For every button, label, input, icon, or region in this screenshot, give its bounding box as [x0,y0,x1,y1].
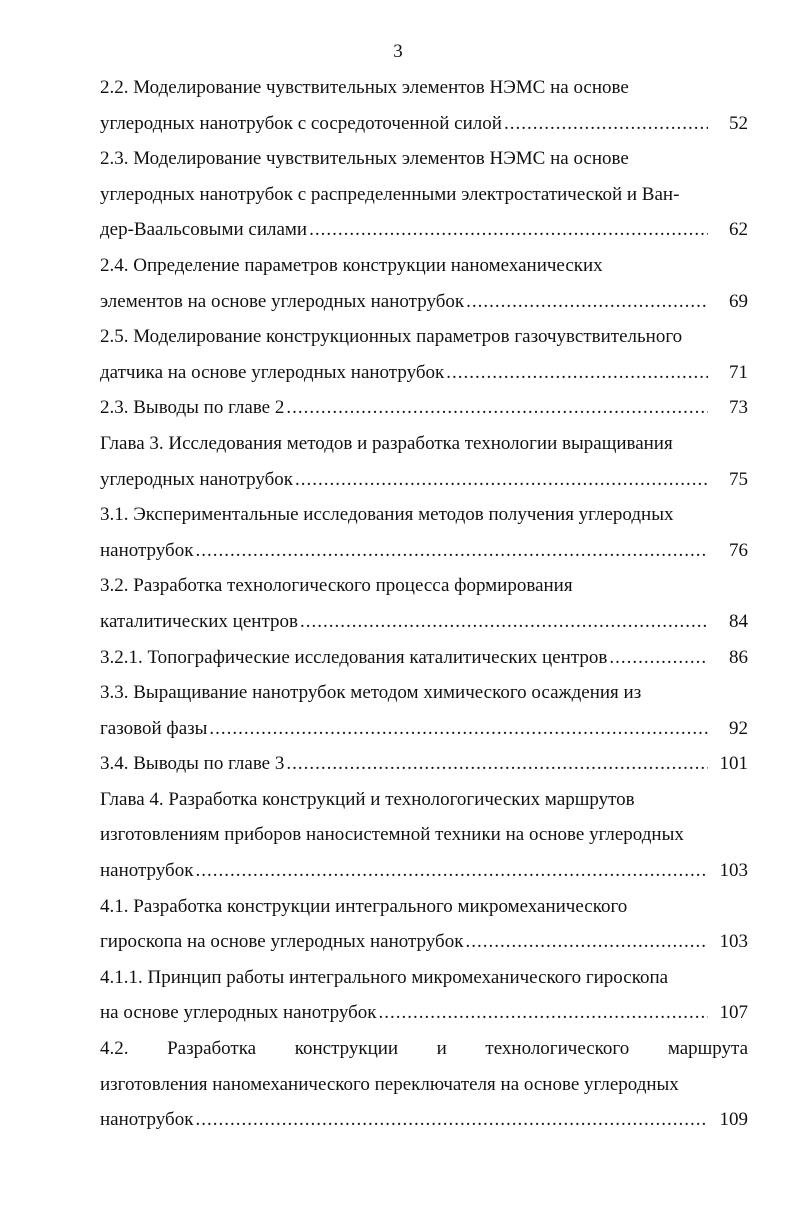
toc-entry-line: 2.3. Моделирование чувствительных элементов НЭМС на основе [100,148,629,170]
toc-entry-line: Глава 4. Разработка конструкций и технологогических маршрутов [100,788,635,810]
toc-entry[interactable] [100,675,748,746]
toc-entry[interactable] [100,889,748,960]
toc-entry-last-line [100,995,748,1031]
toc-entry[interactable] [100,319,748,390]
toc-entry-line: углеродных нанотрубок с распределенными электростатической и Ван- [100,183,680,205]
toc-entry[interactable] [100,390,748,426]
toc-entry-title: 3.4. Выводы по главе 3 [100,753,285,775]
toc-entry[interactable] [100,568,748,639]
toc-entry-title: гироскопа на основе углеродных нанотрубок [100,931,464,953]
toc-entry-title: газовой фазы [100,717,208,739]
toc-entry-title: датчика на основе углеродных нанотрубок [100,361,445,383]
toc-page-number: 86 [729,646,748,668]
toc-entry-last-line [100,711,748,747]
dot-leader [609,640,708,676]
toc-entry-title: нанотрубок [100,860,194,882]
toc-entry-title: элементов на основе углеродных нанотрубок [100,290,465,312]
toc-entry-last-line [100,212,748,248]
toc-page-number: 52 [729,112,748,134]
toc-page-number: 75 [729,468,748,490]
toc-entry-last-line [100,106,748,142]
toc-entry-line: 2.5. Моделирование конструкционных параметров газочувствительного [100,326,683,348]
toc-page-number: 101 [719,753,748,775]
toc-entry-title: 3.2.1. Топографические исследования каталитических центров [100,646,608,668]
dot-leader [378,995,708,1031]
toc-entry[interactable] [100,497,748,568]
toc-entry-line: 4.1.1. Принцип работы интегрального микромеханического гироскопа [100,966,669,988]
toc-entry-line: 2.2. Моделирование чувствительных элементов НЭМС на основе [100,77,629,98]
dot-leader [446,355,708,391]
dot-leader [195,1102,708,1138]
dot-leader [286,390,708,426]
toc-entry[interactable] [100,782,748,889]
toc-page-number: 103 [719,931,748,953]
toc-entry-last-line [100,533,748,569]
toc-entry-title: углеродных нанотрубок с сосредоточенной силой [100,112,502,134]
toc-entry-line: 3.3. Выращивание нанотрубок методом химического осаждения из [100,682,642,704]
toc-entry-line: Глава 3. Исследования методов и разработка технологии выращивания [100,432,673,454]
dot-leader [295,462,708,498]
toc-page-number: 92 [729,717,748,739]
toc-page-number: 76 [729,539,748,561]
toc-entry-last-line [100,640,748,676]
toc-entry-last-line [100,1102,748,1138]
toc-entry[interactable] [100,70,748,141]
dot-leader [309,212,708,248]
toc-entry-last-line [100,355,748,391]
toc-page-number: 62 [729,219,748,241]
toc-entry-last-line [100,604,748,640]
toc-page-number: 109 [719,1109,748,1131]
toc-entry[interactable] [100,426,748,497]
toc-page-number: 69 [729,290,748,312]
toc-entry[interactable] [100,746,748,782]
toc-entry-last-line [100,924,748,960]
toc-entry-last-line [100,284,748,320]
dot-leader [209,711,708,747]
toc-entry-last-line [100,390,748,426]
dot-leader [466,284,708,320]
toc-page-number: 71 [729,361,748,383]
toc-entry-line: 4.1. Разработка конструкции интегрального микромеханического [100,895,628,917]
toc-entry-line: 2.4. Определение параметров конструкции наномеханических [100,254,603,276]
toc-entry[interactable] [100,640,748,676]
toc-entry-title: на основе углеродных нанотрубок [100,1002,377,1024]
table-of-contents [100,70,748,1138]
dot-leader [195,853,708,889]
toc-entry[interactable] [100,960,748,1031]
dot-leader [465,924,708,960]
dot-leader [300,604,708,640]
toc-entry-last-line [100,853,748,889]
toc-entry-last-line [100,462,748,498]
toc-entry-last-line [100,746,748,782]
toc-entry[interactable] [100,141,748,248]
toc-entry[interactable] [100,248,748,319]
toc-entry-title: углеродных нанотрубок [100,468,293,490]
toc-entry-line: изготовлениям приборов наносистемной техники на основе углеродных [100,824,684,846]
toc-entry-title: дер-Ваальсовыми силами [100,219,308,241]
toc-entry-title: нанотрубок [100,1109,194,1131]
toc-entry-line: 4.2. Разработка конструкции и технологического маршрута [100,1038,748,1060]
toc-page-number: 107 [719,1002,748,1024]
page-number: 3 [393,41,403,62]
toc-entry-line: изготовления наномеханического переключателя на основе углеродных [100,1073,679,1095]
toc-entry-line: 3.1. Экспериментальные исследования методов получения углеродных [100,504,674,526]
toc-entry[interactable] [100,1031,748,1138]
toc-entry-title: 2.3. Выводы по главе 2 [100,397,285,419]
toc-page-number: 84 [729,610,748,632]
toc-page-number: 103 [719,860,748,882]
dot-leader [504,106,708,142]
dot-leader [195,533,708,569]
dot-leader [286,746,708,782]
toc-entry-title: каталитических центров [100,610,298,632]
toc-entry-title: нанотрубок [100,539,194,561]
toc-entry-line: 3.2. Разработка технологического процесса формирования [100,575,573,597]
toc-page-number: 73 [729,397,748,419]
